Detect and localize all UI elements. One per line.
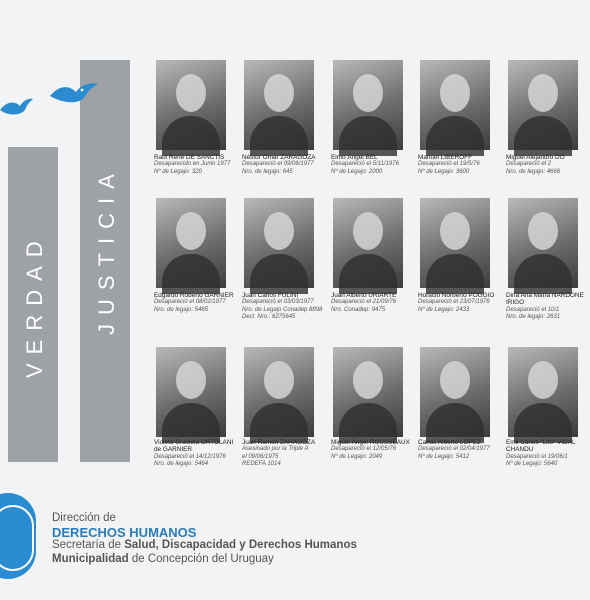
person-date: Desapareció el 09/06/1977: [242, 161, 314, 168]
person-date: Asesinado por la Triple A: [242, 446, 309, 453]
portrait-shoulders: [514, 116, 572, 156]
person-date: Desapareció el 19/5/76: [418, 161, 480, 168]
person-record: Nro. de legajo: 5464: [154, 461, 209, 468]
portrait-shoulders: [426, 403, 484, 443]
org-line-3: Secretaría de Salud, Discapacidad y Derechos Humanos: [52, 539, 357, 551]
portrait-caption: [506, 154, 590, 176]
portrait-photo: [508, 198, 578, 288]
seal-ring: [0, 505, 34, 571]
portrait-photo: [508, 60, 578, 150]
person-record: Nº de Legajo: 3600: [418, 168, 470, 175]
portrait-face: [264, 361, 294, 399]
portrait-shoulders: [426, 254, 484, 294]
portrait-face: [353, 212, 383, 250]
person-name: Juan Alberto URIARTE: [331, 292, 397, 299]
person-name: Edgardo Roberto GARNIER: [154, 292, 234, 299]
person-record-extra: Decl. Nro.: 6275645: [242, 314, 296, 321]
portrait-photo: [244, 60, 314, 150]
person-name: Emil Carlos "Lito" VIDAL CHANDU: [506, 439, 576, 454]
portrait-face: [353, 361, 383, 399]
portrait-shoulders: [514, 254, 572, 294]
portrait-photo: [156, 60, 226, 150]
person-date: Desapareció el 2: [506, 161, 552, 168]
person-name: Violeta Graciela ORTOLANI de GARNIER: [154, 439, 234, 454]
person-name: Miguel Ángel ROUSSEAUX: [331, 439, 410, 446]
portrait-face: [440, 361, 470, 399]
portrait-photo: [508, 347, 578, 437]
portrait-caption: [418, 154, 502, 176]
person-date: Desapareció el 19/06/1: [506, 453, 568, 460]
portrait-face: [440, 74, 470, 112]
verdad-label: VERDAD: [22, 232, 47, 378]
portrait-photo: [333, 347, 403, 437]
person-record: Nº de Legajo: 320: [154, 168, 202, 175]
person-record: Nro. de legajo: 2631: [506, 314, 561, 321]
portrait-caption: [154, 292, 238, 314]
portrait-caption: [331, 439, 415, 461]
portrait-photo: [420, 198, 490, 288]
person-date: Desapareció el 02/04/1977: [418, 446, 490, 453]
person-record: Nro. de legajo: 4666: [506, 168, 561, 175]
portrait-face: [264, 74, 294, 112]
portrait-shoulders: [339, 254, 397, 294]
portrait-caption: [506, 439, 590, 469]
person-record: Nro. de legajo: 5465: [154, 306, 209, 313]
person-record: Nº de Legajo: 2433: [418, 306, 470, 313]
portrait-shoulders: [162, 254, 220, 294]
portrait-photo: [244, 198, 314, 288]
person-date: Desapareció el 23/07/1976: [418, 299, 490, 306]
person-name: Juan Ramón ZARAGOZA: [242, 439, 316, 446]
person-record: Nro. de legajo: 645: [242, 168, 293, 175]
portrait-caption: [154, 439, 238, 469]
portrait-photo: [333, 60, 403, 150]
portrait-caption: [242, 292, 326, 322]
person-record: Nº de Legajo: 5640: [506, 461, 558, 468]
portrait-shoulders: [250, 403, 308, 443]
org-line-1: Dirección de: [52, 512, 116, 524]
person-date: Desaparecido en Junio 1977: [154, 161, 231, 168]
justicia-label: JUSTICIA: [94, 165, 119, 335]
portrait-face: [176, 212, 206, 250]
portrait-photo: [156, 198, 226, 288]
portrait-caption: [331, 292, 415, 314]
person-date: Desapareció el 08/02/1977: [154, 299, 226, 306]
person-name: Raúl René DE SANCTIS: [154, 154, 225, 161]
portrait-photo: [156, 347, 226, 437]
person-record: Nro. Conadep: 9475: [331, 306, 386, 313]
portrait-photo: [333, 198, 403, 288]
person-name: Carlos Alberto LÓPEZ: [418, 439, 481, 446]
portrait-face: [176, 361, 206, 399]
person-name: Elmo Ángel BEL: [331, 154, 378, 161]
portrait-caption: [242, 154, 326, 176]
portrait-shoulders: [339, 116, 397, 156]
portrait-photo: [420, 347, 490, 437]
portrait-caption: [418, 439, 502, 461]
person-date: Desapareció el 14/12/1976: [154, 453, 226, 460]
person-name: Horacio Norberto POGGIO: [418, 292, 495, 299]
dove-icon: [48, 80, 100, 108]
person-record: Nº de Legajo: 2000: [331, 168, 383, 175]
portrait-photo: [420, 60, 490, 150]
person-date: Desapareció el 10/1: [506, 306, 560, 313]
person-record: Nº de Legajo: 2049: [331, 453, 383, 460]
portrait-caption: [506, 292, 590, 322]
person-name: Miguel Alejandro DO: [506, 154, 565, 161]
portrait-face: [440, 212, 470, 250]
portrait-caption: [242, 439, 326, 469]
person-record: el 09/06/1975: [242, 453, 279, 460]
person-name: Néstor Omar ZARAGOZA: [242, 154, 316, 161]
portrait-photo: [244, 347, 314, 437]
org-line-2: DERECHOS HUMANOS: [52, 524, 197, 540]
portrait-shoulders: [162, 116, 220, 156]
portrait-face: [528, 212, 558, 250]
person-date: Desapareció el 12/05/76: [331, 446, 397, 453]
portrait-caption: [418, 292, 502, 314]
person-name: Juan Carlos FULINI: [242, 292, 299, 299]
portrait-caption: [331, 154, 415, 176]
portrait-face: [353, 74, 383, 112]
person-date: Desapareció el 21/09/76: [331, 299, 397, 306]
dove-icon-small: [0, 96, 34, 120]
organization-block: [52, 512, 357, 566]
person-record-extra: REDEFA 1014: [242, 461, 281, 468]
org-line-4: Municipalidad de Concepción del Uruguay: [52, 552, 274, 565]
portrait-shoulders: [250, 116, 308, 156]
portrait-face: [528, 361, 558, 399]
person-date: Desapareció el 5/11/1976: [331, 161, 399, 168]
person-record: Nº de Legajo: 5412: [418, 453, 470, 460]
portrait-face: [176, 74, 206, 112]
portrait-shoulders: [514, 403, 572, 443]
portrait-shoulders: [426, 116, 484, 156]
portrait-shoulders: [339, 403, 397, 443]
portrait-caption: [154, 154, 238, 176]
person-record: Nro. de Legajo Conadep 8898: [242, 306, 323, 313]
portrait-face: [528, 74, 558, 112]
person-name: Dina Ana María NARDONE IRIGO: [506, 292, 584, 307]
person-name: Manuel LIBEROFF: [418, 154, 472, 161]
portrait-shoulders: [250, 254, 308, 294]
portrait-shoulders: [162, 403, 220, 443]
portrait-face: [264, 212, 294, 250]
person-date: Desapareció el 03/03/1977: [242, 299, 314, 306]
